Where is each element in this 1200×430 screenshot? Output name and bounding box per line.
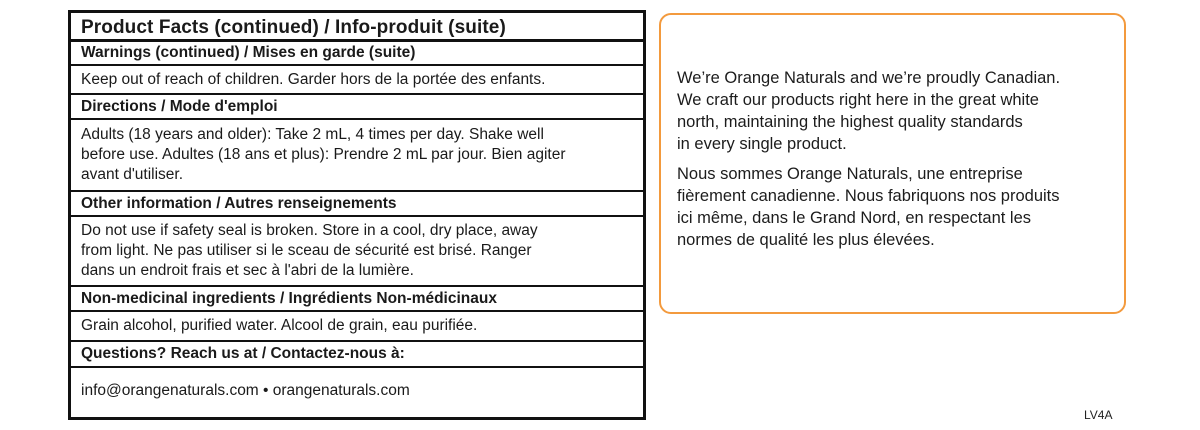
brand-french-line-4: normes de qualité les plus élevées. bbox=[677, 231, 935, 249]
directions-text bbox=[71, 120, 643, 192]
warnings-line-1: Keep out of reach of children. Garder hors de la portée des enfants. bbox=[81, 70, 546, 88]
brand-french-line-1: Nous sommes Orange Naturals, une entreprise bbox=[677, 165, 1023, 183]
brand-french-line-3: ici même, dans le Grand Nord, en respectant les bbox=[677, 209, 1032, 227]
brand-french-line-2: fièrement canadienne. Nous fabriquons nos produits bbox=[677, 187, 1060, 205]
brand-english-paragraph bbox=[677, 67, 1110, 155]
warnings-text bbox=[71, 66, 643, 95]
other-info-line-3: dans un endroit frais et sec à l'abri de la lumière. bbox=[81, 262, 414, 279]
brand-english-line-3: north, maintaining the highest quality standards bbox=[677, 113, 1023, 131]
directions-heading: Directions / Mode d'emploi bbox=[71, 95, 643, 120]
brand-french-paragraph bbox=[677, 163, 1110, 251]
contact-line: info@orangenaturals.com • orangenaturals.com bbox=[81, 381, 410, 399]
brand-english-line-1: We’re Orange Naturals and we’re proudly Canadian. bbox=[677, 69, 1061, 87]
brand-english-line-2: We craft our products right here in the great white bbox=[677, 91, 1039, 109]
other-info-heading: Other information / Autres renseignements bbox=[71, 192, 643, 217]
other-info-text bbox=[71, 217, 643, 287]
ingredients-heading: Non-medicinal ingredients / Ingrédients Non-médicinaux bbox=[71, 287, 643, 312]
ingredients-text bbox=[71, 312, 643, 342]
questions-heading: Questions? Reach us at / Contactez-nous à: bbox=[71, 342, 643, 368]
facts-title: Product Facts (continued) / Info-produit (suite) bbox=[71, 13, 643, 42]
other-info-line-2: from light. Ne pas utiliser si le sceau de sécurité est brisé. Ranger bbox=[81, 242, 532, 259]
warnings-heading: Warnings (continued) / Mises en garde (suite) bbox=[71, 42, 643, 66]
label-version-code: LV4A bbox=[1084, 408, 1113, 422]
other-info-line-1: Do not use if safety seal is broken. Store in a cool, dry place, away bbox=[81, 222, 538, 239]
product-facts-panel bbox=[68, 10, 646, 420]
directions-line-2: before use. Adultes (18 ans et plus): Prendre 2 mL par jour. Bien agiter bbox=[81, 146, 566, 163]
directions-line-3: avant d'utiliser. bbox=[81, 166, 184, 183]
brand-english-line-4: in every single product. bbox=[677, 135, 847, 153]
directions-line-1: Adults (18 years and older): Take 2 mL, 4 times per day. Shake well bbox=[81, 126, 544, 143]
contact-text bbox=[71, 368, 643, 413]
brand-statement-panel bbox=[659, 13, 1126, 314]
ingredients-line-1: Grain alcohol, purified water. Alcool de grain, eau purifiée. bbox=[81, 317, 478, 334]
